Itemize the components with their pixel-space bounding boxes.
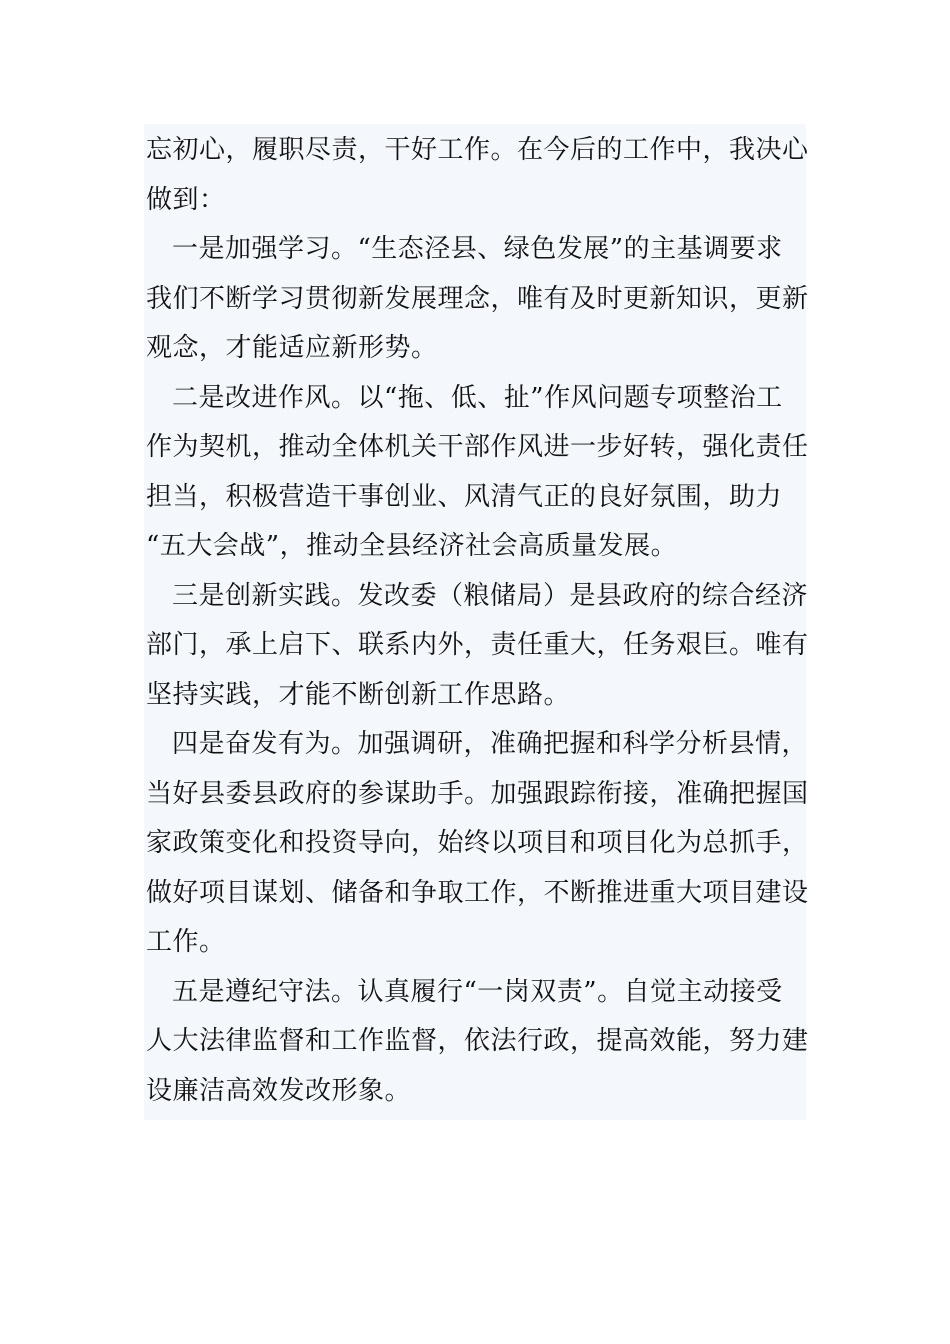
text-line: 五是遵纪守法。认真履行“一岗双责”。自觉主动接受	[172, 976, 783, 1007]
text-line: 人大法律监督和工作监督，依法行政，提高效能，努力建	[146, 1026, 809, 1056]
text-line: 设廉洁高效发改形象。	[146, 1075, 412, 1106]
text-line: 观念，才能适应新形势。	[146, 333, 438, 363]
paragraph-innovation	[146, 572, 809, 721]
paragraph-diligence	[146, 720, 809, 968]
text-line: 做到：	[146, 184, 226, 215]
text-line: 工作。	[146, 927, 226, 957]
text-line: 担当，积极营造干事创业、风清气正的良好氛围，助力	[146, 481, 783, 512]
text-line: 忘初心，履职尽责，干好工作。在今后的工作中，我决心	[146, 135, 809, 165]
text-line: 做好项目谋划、储备和争取工作，不断推进重大项目建设	[146, 877, 809, 908]
paragraph-discipline	[146, 968, 809, 1117]
text-line: “五大会战”，推动全县经济社会高质量发展。	[146, 531, 678, 561]
text-line: 三是创新实践。发改委（粮储局）是县政府的综合经济	[172, 580, 809, 611]
text-line: 坚持实践，才能不断创新工作思路。	[146, 679, 571, 710]
paragraph-intro	[146, 124, 809, 225]
document-text-block	[144, 124, 809, 1120]
text-line: 作为契机，推动全体机关干部作风进一步好转，强化责任	[146, 432, 809, 462]
paragraph-study	[146, 225, 809, 374]
text-line: 我们不断学习贯彻新发展理念，唯有及时更新知识，更新	[146, 283, 809, 314]
paragraph-work-style	[146, 374, 809, 572]
text-line: 当好县委县政府的参谋助手。加强跟踪衔接，准确把握国	[146, 778, 809, 809]
text-line: 部门，承上启下、联系内外，责任重大，任务艰巨。唯有	[146, 630, 809, 660]
text-line: 一是加强学习。“生态泾县、绿色发展”的主基调要求	[172, 234, 783, 264]
text-line: 家政策变化和投资导向，始终以项目和项目化为总抓手，	[146, 828, 809, 858]
text-line: 四是奋发有为。加强调研，准确把握和科学分析县情，	[172, 729, 809, 759]
text-line: 二是改进作风。以“拖、低、扯”作风问题专项整治工	[172, 382, 783, 413]
